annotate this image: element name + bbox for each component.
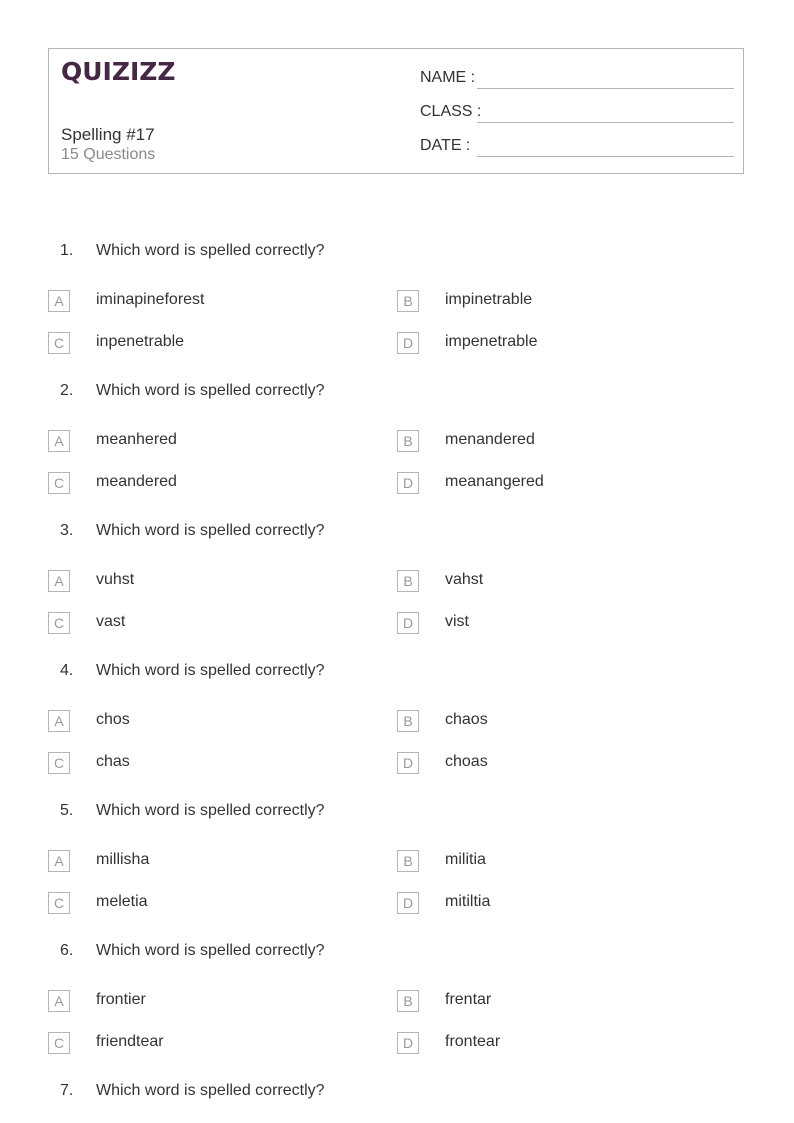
- option-text: choas: [445, 753, 488, 770]
- date-label: DATE :: [420, 137, 471, 154]
- question-text: Which word is spelled correctly?: [96, 662, 325, 679]
- question-text: Which word is spelled correctly?: [96, 802, 325, 819]
- question-count: 15 Questions: [61, 146, 156, 163]
- question-text: Which word is spelled correctly?: [96, 382, 325, 399]
- option-letter-box: D: [397, 892, 419, 914]
- option-letter-box: B: [397, 570, 419, 592]
- name-label: NAME :: [420, 69, 476, 86]
- option-text: militia: [445, 851, 486, 868]
- option-text: vahst: [445, 571, 484, 588]
- worksheet-header: [48, 48, 744, 174]
- question-number: 4.: [60, 662, 74, 679]
- class-line: [477, 122, 734, 123]
- option-letter-box: C: [48, 472, 70, 494]
- option-letter-box: A: [48, 290, 70, 312]
- option-letter-box: D: [397, 472, 419, 494]
- option-letter-box: B: [397, 290, 419, 312]
- date-field[interactable]: [420, 137, 734, 161]
- option-text: chos: [96, 711, 130, 728]
- option-text: vuhst: [96, 571, 135, 588]
- question-text: Which word is spelled correctly?: [96, 242, 325, 259]
- name-field[interactable]: [420, 69, 734, 93]
- date-line: [477, 156, 734, 157]
- option-text: friendtear: [96, 1033, 164, 1050]
- option-letter-box: B: [397, 430, 419, 452]
- option-letter-box: D: [397, 752, 419, 774]
- quizizz-logo: QUIZIZZ: [61, 57, 176, 86]
- option-letter-box: A: [48, 850, 70, 872]
- question-5: [0, 802, 794, 942]
- option-letter-box: A: [48, 570, 70, 592]
- option-text: vist: [445, 613, 469, 630]
- question-number: 3.: [60, 522, 74, 539]
- option-letter-box: C: [48, 892, 70, 914]
- option-text: iminapineforest: [96, 291, 205, 308]
- option-text: meletia: [96, 893, 148, 910]
- option-letter-box: A: [48, 430, 70, 452]
- option-text: impenetrable: [445, 333, 538, 350]
- option-text: impinetrable: [445, 291, 533, 308]
- option-letter-box: B: [397, 990, 419, 1012]
- option-text: inpenetrable: [96, 333, 185, 350]
- option-letter-box: C: [48, 752, 70, 774]
- option-letter-box: C: [48, 332, 70, 354]
- question-number: 5.: [60, 802, 74, 819]
- option-text: chaos: [445, 711, 488, 728]
- option-text: millisha: [96, 851, 150, 868]
- question-4: [0, 662, 794, 802]
- option-text: menandered: [445, 431, 535, 448]
- question-3: [0, 522, 794, 662]
- question-6: [0, 942, 794, 1082]
- question-number: 2.: [60, 382, 74, 399]
- question-text: Which word is spelled correctly?: [96, 1082, 325, 1099]
- class-label: CLASS :: [420, 103, 482, 120]
- option-text: frontear: [445, 1033, 501, 1050]
- question-number: 1.: [60, 242, 74, 259]
- option-letter-box: B: [397, 850, 419, 872]
- option-text: meanangered: [445, 473, 544, 490]
- option-text: meandered: [96, 473, 177, 490]
- option-letter-box: B: [397, 710, 419, 732]
- question-text: Which word is spelled correctly?: [96, 942, 325, 959]
- option-text: meanhered: [96, 431, 177, 448]
- name-line: [477, 88, 734, 89]
- question-text: Which word is spelled correctly?: [96, 522, 325, 539]
- option-letter-box: C: [48, 1032, 70, 1054]
- question-2: [0, 382, 794, 522]
- option-text: chas: [96, 753, 130, 770]
- option-text: frentar: [445, 991, 492, 1008]
- option-text: frontier: [96, 991, 146, 1008]
- question-1: [0, 242, 794, 382]
- class-field[interactable]: [420, 103, 734, 127]
- option-letter-box: D: [397, 612, 419, 634]
- question-number: 6.: [60, 942, 74, 959]
- worksheet-title: Spelling #17: [61, 125, 155, 144]
- option-letter-box: A: [48, 990, 70, 1012]
- question-7: [0, 1082, 794, 1112]
- question-number: 7.: [60, 1082, 74, 1099]
- option-letter-box: A: [48, 710, 70, 732]
- option-letter-box: D: [397, 332, 419, 354]
- option-letter-box: C: [48, 612, 70, 634]
- option-text: mitiltia: [445, 893, 491, 910]
- option-text: vast: [96, 613, 126, 630]
- option-letter-box: D: [397, 1032, 419, 1054]
